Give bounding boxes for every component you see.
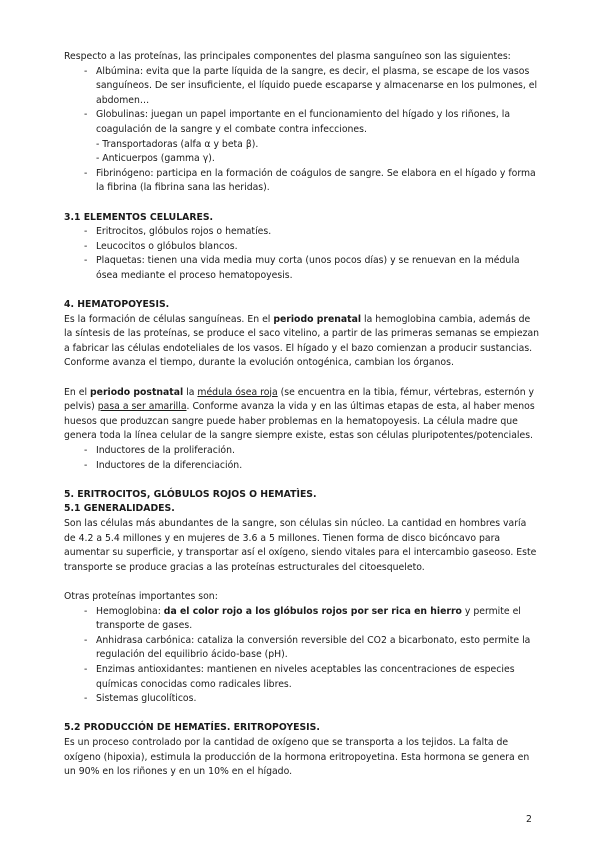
- globulin-text: Globulinas: juegan un papel importante en el funcionamiento del hígado y los riñones, la coagulación de la sangre y el combate contra infecciones.: [96, 109, 511, 135]
- globulin-sub-item: - Anticuerpos (gamma γ).: [96, 153, 215, 165]
- erythrocytes-paragraph: Son las células más abundantes de la sangre, son células sin núcleo. La cantidad en hombres varía de 4.2 a 5.4 millones y en mujeres de 3.6 a 5 millones. Tienen forma de disco bicóncavo para aumentar su superficie, y transportar así el oxígeno, siendo vitales para el intercambio gaseoso. Este transporte se produce gracias a las proteínas estructurales del citoesqueleto.: [64, 518, 537, 573]
- production-paragraph: Es un proceso controlado por la cantidad de oxígeno que se transporta a los tejidos. La falta de oxígeno (hipoxia), estimula la producción de la hormona eritropoyetina. Esta hormona se genera en un 90% en los riñones y en un 10% en el hígado.: [64, 736, 530, 778]
- proteins-intro: Respecto a las proteínas, las principales componentes del plasma sanguíneo son las siguientes:: [64, 51, 511, 62]
- list-item: - Anhidrasa carbónica: cataliza la conversión reversible del CO2 a bicarbonato, esto permite la regulación del equilibrio ácido-base (pH).: [64, 634, 540, 663]
- section-heading-cell-elements: 3.1 ELEMENTOS CELULARES.: [64, 211, 214, 223]
- section-heading-hematopoiesis: 4. HEMATOPOYESIS.: [64, 299, 170, 311]
- list-item: - Sistemas glucolíticos.: [64, 692, 540, 707]
- list-item: - Enzimas antioxidantes: mantienen en niveles aceptables las concentraciones de especies químicas conocidas como radicales libres.: [64, 663, 540, 692]
- section-heading-production: 5.2 PRODUCCIÓN DE HEMATÍES. ERITROPOYESIS.: [64, 722, 320, 734]
- hematopoiesis-paragraph: Conforme avanza el tiempo, durante la evolución ontogénica, cambian los órganos.: [64, 357, 454, 369]
- list-item: - Inductores de la proliferación.: [64, 444, 540, 459]
- document-page: [64, 50, 540, 780]
- list-item: [64, 108, 540, 166]
- list-item: - Eritrocitos, glóbulos rojos o hematíes.: [64, 225, 540, 240]
- section-heading-erythrocytes: 5. ERITROCITOS, GLÓBULOS ROJOS O HEMATÌES.: [64, 488, 317, 500]
- list-item: - Fibrinógeno: participa en la formación de coágulos de sangre. Se elabora en el hígado y forma la fibrina (la fibrina sana las heridas).: [64, 167, 540, 196]
- list-item: - Leucocitos o glóbulos blancos.: [64, 240, 540, 255]
- hematopoiesis-paragraph: Es la formación de células sanguíneas. En el periodo prenatal la hemoglobina cambia, además de la síntesis de las proteínas, se produce el saco vitelino, a partir de las primeras semanas se empiezan a fabricar las células endoteliales de los vasos. El hígado y el bazo comienzan a producir sustancias.: [64, 313, 540, 354]
- list-item: - Albúmina: evita que la parte líquida de la sangre, es decir, el plasma, se escape de los vasos sanguíneos. De ser insuficiente, el líquido puede escaparse y almacenarse en los pulmones, el abdomen…: [64, 65, 540, 109]
- inductors-list: [64, 444, 540, 473]
- other-proteins-list: [64, 605, 540, 707]
- proteins-list: [64, 65, 540, 196]
- list-item: - Plaquetas: tienen una vida media muy corta (unos pocos días) y se renuevan en la médula ósea mediante el proceso hematopoyesis.: [64, 254, 540, 283]
- other-proteins-intro: Otras proteínas importantes son:: [64, 590, 218, 602]
- page-number: 2: [526, 814, 532, 825]
- list-item: - Inductores de la diferenciación.: [64, 459, 540, 474]
- list-item: - Hemoglobina: da el color rojo a los glóbulos rojos por ser rica en hierro y permite el transporte de gases.: [64, 605, 540, 634]
- postnatal-paragraph: En el periodo postnatal la médula ósea roja (se encuentra en la tibia, fémur, vértebras, esternón y pelvis) pasa a ser amarilla. Conforme avanza la vida y en las últimas etapas de esta, al haber menos huesos que produzcan sangre puede haber problemas en la hematopoyesis. La célula madre que genera toda la línea celular de la sangre siempre existe, estas son células pluripotentes/potenciales.: [64, 386, 535, 442]
- globulin-sub-item: - Transportadoras (alfa α y beta β).: [96, 138, 259, 150]
- subsection-heading-generalities: 5.1 GENERALIDADES.: [64, 503, 175, 515]
- cell-elements-list: [64, 225, 540, 283]
